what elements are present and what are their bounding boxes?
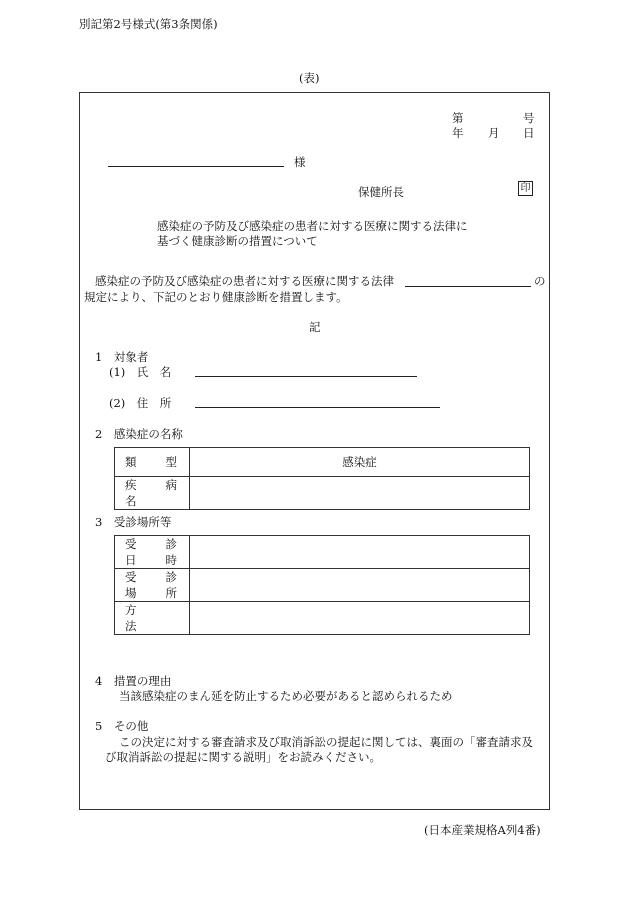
s1-name-line [195, 376, 417, 377]
type-label: 類 型 [115, 448, 190, 477]
law-article-line [405, 286, 531, 287]
number-dai: 第 [452, 111, 464, 125]
exam-datetime-label: 受 診 日 時 [115, 536, 190, 569]
exam-table [114, 535, 530, 635]
addressee-suffix: 様 [294, 155, 306, 169]
date-year: 年 [452, 126, 464, 140]
s1-name-label: (1) 氏 名 [109, 365, 172, 379]
body-line1-end: の [534, 274, 546, 288]
exam-place-value [190, 569, 530, 602]
s5-line1: この決定に対する審査請求及び取消訴訟の提起に関しては、裏面の「審査請求及 [119, 735, 533, 749]
form-number: 別記第2号様式(第3条関係) [79, 17, 218, 31]
s1-address-line [195, 407, 440, 408]
s1-address-label: (2) 住 所 [109, 396, 172, 410]
date-month: 月 [488, 126, 500, 140]
doc-title-line1: 感染症の予防及び感染症の患者に対する医療に関する法律に [157, 219, 468, 233]
seal-mark: 印 [518, 181, 533, 196]
doc-title-line2: 基づく健康診断の措置について [157, 234, 318, 248]
type-value: 感染症 [190, 448, 530, 477]
s5-title: 5 その他 [95, 719, 149, 733]
paper-standard: (日本産業規格A列4番) [424, 823, 541, 837]
disease-name-label: 疾 病 名 [115, 477, 190, 510]
method-label: 方 法 [115, 602, 190, 635]
body-line1: 感染症の予防及び感染症の患者に対する医療に関する法律 [95, 274, 394, 288]
method-value [190, 602, 530, 635]
table-row [115, 602, 530, 635]
s2-title: 2 感染症の名称 [95, 427, 183, 441]
exam-datetime-value [190, 536, 530, 569]
exam-place-label: 受 診 場 所 [115, 569, 190, 602]
issuer: 保健所長 [358, 185, 404, 199]
addressee-line [108, 166, 284, 167]
table-row [115, 569, 530, 602]
s1-title: 1 対象者 [95, 350, 149, 364]
ki-heading: 記 [309, 320, 321, 334]
side-label: (表) [299, 71, 320, 85]
number-go: 号 [523, 111, 535, 125]
disease-name-value [190, 477, 530, 510]
s3-title: 3 受診場所等 [95, 515, 172, 529]
s5-line2: び取消訴訟の提起に関する説明」をお読みください。 [105, 750, 381, 764]
table-row [115, 536, 530, 569]
table-row [115, 477, 530, 510]
date-day: 日 [523, 126, 535, 140]
disease-table [114, 447, 530, 510]
table-row [115, 448, 530, 477]
s4-title: 4 措置の理由 [95, 674, 172, 688]
body-line2: 規定により、下記のとおり健康診断を措置します。 [84, 290, 348, 304]
s4-body: 当該感染症のまん延を防止するため必要があると認められるため [119, 689, 453, 703]
